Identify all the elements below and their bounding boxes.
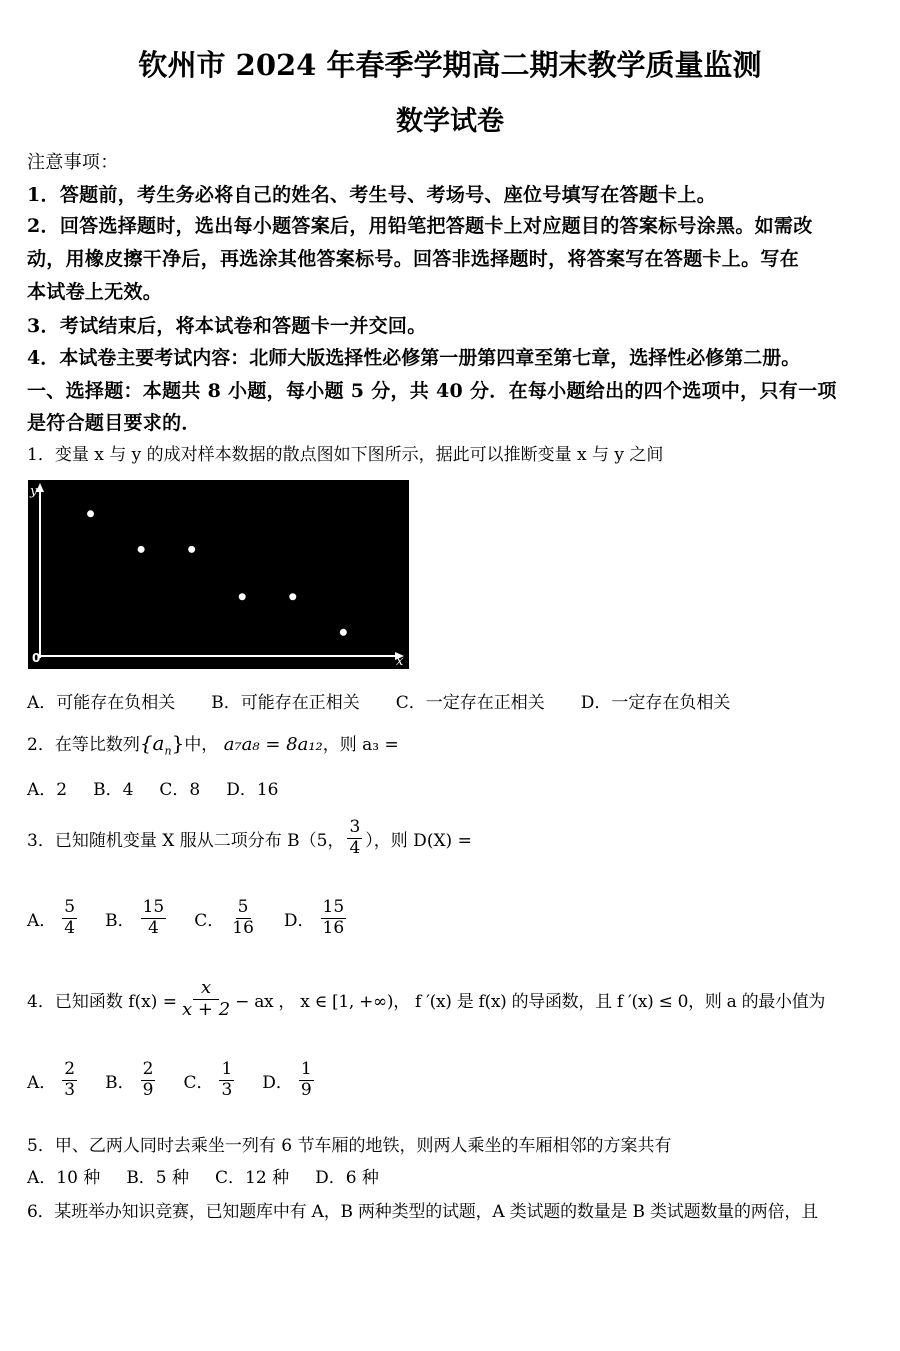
fraction-numerator: 3 [349,817,361,837]
option-label: D． [262,1072,293,1093]
question-2-options [27,775,307,800]
fraction-denominator: 3 [221,1079,233,1100]
function-fraction [180,978,232,1020]
question-4-text [27,978,825,1020]
option-label: B． [105,1072,135,1093]
option-d[interactable] [284,898,346,938]
option-a[interactable] [27,898,77,938]
notice-item-2-line-3: 本试卷上无效。 [27,281,163,303]
section-heading-line-1: 一、选择题：本题共 8 小题，每小题 5 分，共 40 分．在每小题给出的四个选项中，只有一项 [27,380,837,402]
fraction-numerator: 15 [142,897,165,917]
fraction-denominator: 4 [64,917,76,938]
option-label: A． [27,910,57,931]
question-3-prefix: 3．已知随机变量 X 服从二项分布 B（5， [27,830,345,851]
question-2-equation: a₇a₈ = 8a₁₂ [223,734,323,755]
option-b[interactable]: B．可能存在正相关 [211,693,360,713]
sequence-subscript: n [164,744,172,758]
fraction-denominator: x + 2 [182,998,231,1020]
scatter-point [138,546,145,553]
exam-title: 钦州市 2024 年春季学期高二期末教学质量监测 [138,48,762,82]
sequence-symbol: {a [139,731,165,755]
question-5-text: 5．甲、乙两人同时去乘坐一列有 6 节车厢的地铁，则两人乘坐的车厢相邻的方案共有 [27,1136,672,1156]
fraction-numerator: 15 [322,897,345,917]
option-b[interactable]: B．4 [93,780,134,800]
sequence-close: } [171,731,185,755]
option-label: D． [283,910,315,931]
option-a[interactable]: A．可能存在负相关 [27,693,176,713]
section-heading-line-2: 是符合题目要求的． [27,412,201,434]
question-4-prefix: 4．已知函数 f(x) = [27,991,178,1012]
option-label: C． [183,1072,214,1093]
option-label: A． [27,1072,57,1093]
question-2-mid: 中， [184,735,219,755]
notice-item-4: 4．本试卷主要考试内容：北师大版选择性必修第一册第四章至第七章，选择性必修第二册。 [27,347,801,369]
option-b[interactable] [105,1060,155,1100]
question-1-options [27,688,758,713]
origin-label: 0 [32,651,41,665]
fraction-numerator: 1 [221,1059,233,1079]
option-a[interactable]: A．2 [27,780,68,800]
question-1-text: 1．变量 x 与 y 的成对样本数据的散点图如下图所示，据此可以推断变量 x 与 y 之间 [27,445,664,465]
question-5-options [27,1163,407,1188]
question-2-suffix: ，则 a₃ = [322,735,399,755]
option-fraction [141,898,167,938]
option-fraction [62,898,77,938]
question-4-options [27,1060,342,1100]
fraction-denominator: 4 [148,917,159,938]
option-c[interactable]: C．12 种 [215,1168,290,1188]
option-fraction [141,1060,156,1100]
option-fraction [62,1060,77,1100]
option-fraction [299,1060,314,1100]
notice-item-2-line-1: 2．回答选择题时，选出每小题答案后，用铅笔把答题卡上对应题目的答案标号涂黑。如需改 [27,215,813,237]
notice-item-1: 1．答题前，考生务必将自己的姓名、考生号、考场号、座位号填写在答题卡上。 [27,184,717,206]
question-3-suffix: ），则 D(X) = [365,830,472,851]
option-label: B． [105,910,135,931]
option-d[interactable] [262,1060,313,1100]
x-axis-label: x [396,654,404,669]
fraction-denominator: 3 [64,1079,76,1100]
option-b[interactable] [105,898,166,938]
option-c[interactable]: C．8 [159,780,201,800]
fraction-three-quarters [347,818,362,858]
exam-subtitle: 数学试卷 [396,106,504,137]
notice-heading: 注意事项： [27,152,119,173]
fraction-denominator: 9 [300,1079,312,1100]
option-c[interactable] [194,898,256,938]
option-fraction [321,898,347,938]
scatter-point [87,510,94,517]
scatter-point [340,629,347,636]
fraction-denominator: 16 [232,917,254,938]
option-c[interactable] [183,1060,234,1100]
scatter-point [188,546,195,553]
fraction-numerator: 5 [237,897,249,917]
option-fraction [230,898,256,938]
fraction-denominator: 4 [349,837,361,858]
fraction-numerator: 2 [142,1059,154,1079]
fraction-numerator: 5 [64,897,76,917]
scatter-svg [28,480,409,669]
option-d[interactable]: D．16 [226,780,279,800]
option-b[interactable]: B．5 种 [126,1168,190,1188]
y-axis-label: y [30,484,38,499]
option-d[interactable]: D．6 种 [315,1168,379,1188]
scatter-point [289,593,296,600]
notice-item-2-line-2: 动，用橡皮擦干净后，再选涂其他答案标号。回答非选择题时，将答案写在答题卡上。写在 [27,248,800,270]
fraction-denominator: 16 [322,917,345,938]
question-3-text [27,818,472,858]
option-a[interactable] [27,1060,77,1100]
option-a[interactable]: A．10 种 [27,1168,101,1188]
scatter-point [239,593,246,600]
option-fraction [219,1060,234,1100]
option-label: C． [194,910,225,931]
question-3-options [27,898,374,938]
fraction-numerator: 2 [64,1059,76,1079]
fraction-numerator: 1 [300,1059,312,1079]
notice-item-3: 3．考试结束后，将本试卷和答题卡一并交回。 [27,315,427,337]
fraction-denominator: 9 [142,1079,154,1100]
question-6-text: 6．某班举办知识竞赛，已知题库中有 A，B 两种类型的试题，A 类试题的数量是 B 类试题数量的两倍，且 [27,1202,818,1222]
option-c[interactable]: C．一定存在正相关 [395,693,545,713]
option-d[interactable]: D．一定存在负相关 [580,693,731,713]
fraction-numerator: x [193,978,219,1000]
scatter-points [87,510,347,635]
scatter-plot [28,480,409,669]
question-2-text [27,730,399,757]
question-2-prefix: 2．在等比数列 [27,735,140,755]
question-4-suffix: − ax ， x ∈ [1, +∞)， f ′(x) 是 f(x) 的导函数，且 f ′(x) ≤ 0，则 a 的最小值为 [235,991,826,1012]
